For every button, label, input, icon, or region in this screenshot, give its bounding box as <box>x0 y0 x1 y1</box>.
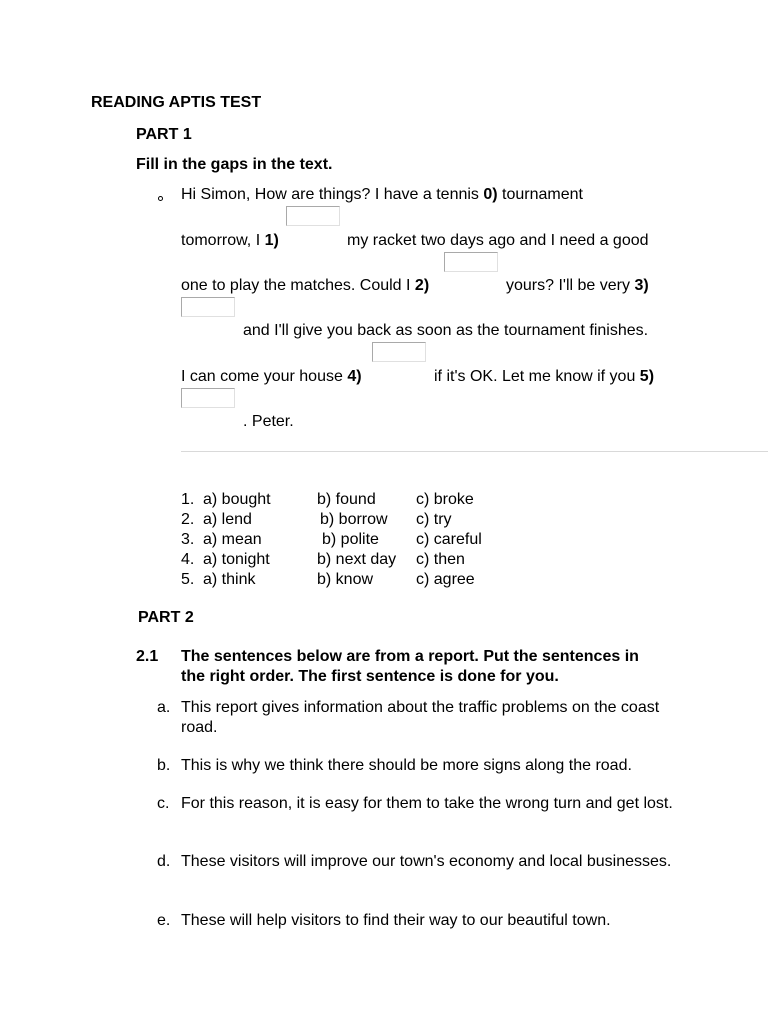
part1-instruction: Fill in the gaps in the text. <box>136 156 333 173</box>
passage-line-5 <box>181 368 362 386</box>
passage-text: one to play the matches. Could I <box>181 277 415 294</box>
passage-text: my racket two days ago and I need a good <box>347 232 649 249</box>
question-line-1: The sentences below are from a report. Put the sentences in <box>181 648 639 665</box>
gap-label-0: 0) <box>483 186 498 203</box>
option-a: a) mean <box>203 531 262 548</box>
option-b: b) borrow <box>320 511 388 528</box>
options-table <box>181 490 482 590</box>
passage-line-5-end <box>434 368 654 386</box>
bullet-icon <box>158 196 163 201</box>
gap-label-4: 4) <box>347 368 362 385</box>
question-line-2: the right order. The first sentence is done for you. <box>181 668 559 685</box>
question-number: 2.1 <box>136 648 159 665</box>
item-letter: c. <box>157 795 170 812</box>
option-number: 3. <box>181 531 195 548</box>
gap-1-input[interactable] <box>286 206 340 226</box>
page-title: READING APTIS TEST <box>91 94 262 111</box>
gap-label-2: 2) <box>414 277 430 294</box>
item-letter: e. <box>157 912 171 929</box>
option-c: c) try <box>416 511 452 528</box>
option-a: a) think <box>203 571 256 588</box>
option-a: a) bought <box>203 491 271 508</box>
passage-text: Hi Simon, How are things? I have a tennis <box>181 186 484 203</box>
item-text: This is why we think there should be more signs along the road. <box>181 757 632 774</box>
divider <box>181 451 768 452</box>
gap-label-1: 1) <box>264 232 279 249</box>
item-text: This report gives information about the traffic problems on the coast road. <box>181 699 660 736</box>
option-a: a) lend <box>203 511 252 528</box>
gap-label-3: 3) <box>634 277 649 294</box>
gap-3-input[interactable] <box>181 297 235 317</box>
option-a: a) tonight <box>203 551 270 568</box>
gap-5-input[interactable] <box>181 388 235 408</box>
option-b: b) next day <box>317 551 397 568</box>
part2-heading: PART 2 <box>138 609 194 626</box>
option-b: b) know <box>317 571 374 588</box>
passage-line-1 <box>181 186 583 204</box>
passage-line-3-end <box>506 277 649 295</box>
options-row <box>181 510 482 530</box>
option-number: 2. <box>181 511 195 528</box>
options-row <box>181 550 482 570</box>
gap-label-5: 5) <box>639 368 655 385</box>
item-text: For this reason, it is easy for them to take the wrong turn and get lost. <box>181 795 673 812</box>
passage-line-4: and I'll give you back as soon as the tournament finishes. <box>243 322 649 339</box>
gap-4-input[interactable] <box>372 342 426 362</box>
option-b: b) found <box>317 491 376 508</box>
passage-text: I can come your house <box>181 368 348 385</box>
item-letter: b. <box>157 757 171 774</box>
option-number: 5. <box>181 571 195 588</box>
option-number: 4. <box>181 551 195 568</box>
passage-text: tomorrow, I <box>181 232 265 249</box>
options-row <box>181 530 482 550</box>
passage-text: if it's OK. Let me know if you <box>434 368 640 385</box>
item-letter: a. <box>157 699 171 716</box>
option-c: c) then <box>416 551 465 568</box>
option-number: 1. <box>181 491 195 508</box>
option-c: c) broke <box>416 491 474 508</box>
item-letter: d. <box>157 853 171 870</box>
gap-2-input[interactable] <box>444 252 498 272</box>
part1-heading: PART 1 <box>136 126 192 143</box>
item-text: These visitors will improve our town's economy and local businesses. <box>181 853 672 870</box>
passage-text: yours? I'll be very <box>506 277 635 294</box>
option-b: b) polite <box>322 531 379 548</box>
item-text: These will help visitors to find their way to our beautiful town. <box>181 912 611 929</box>
option-c: c) careful <box>416 531 482 548</box>
passage-line-6: . Peter. <box>243 413 294 430</box>
options-row <box>181 490 482 510</box>
options-row <box>181 570 482 590</box>
passage-line-2 <box>181 232 279 250</box>
option-c: c) agree <box>416 571 475 588</box>
passage-text: tournament <box>497 186 583 203</box>
passage-line-3 <box>181 277 429 295</box>
